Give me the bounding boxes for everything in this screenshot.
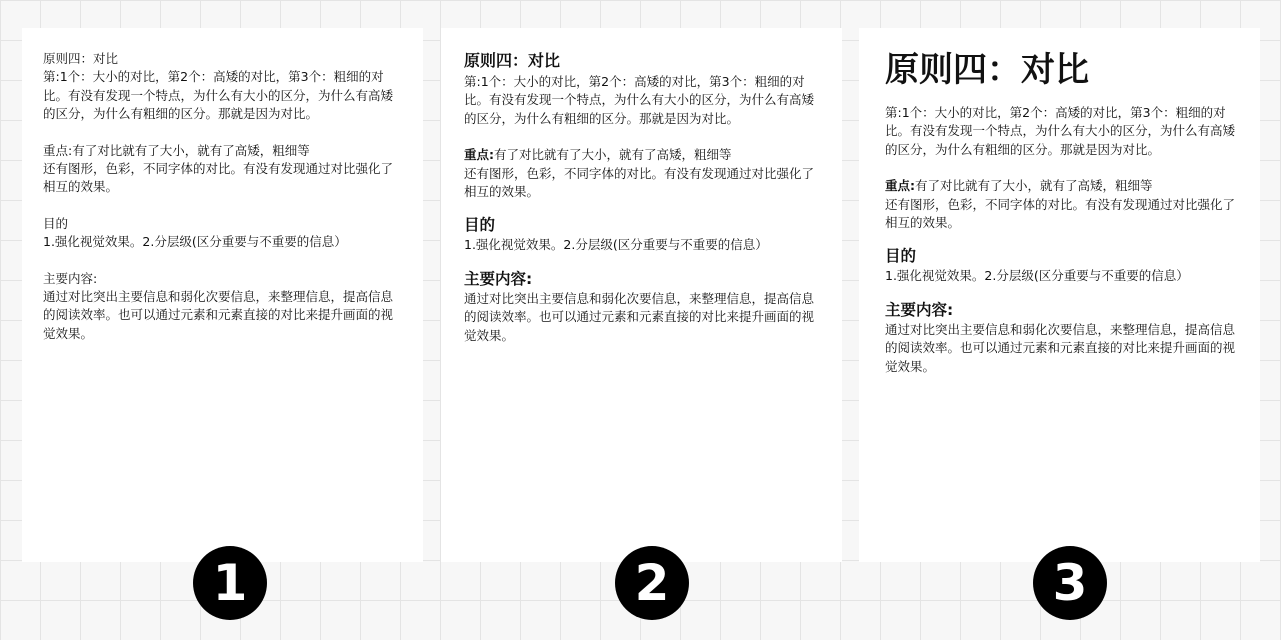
purpose-text: 1.强化视觉效果。2.分层级(区分重要与不重要的信息）	[43, 234, 347, 250]
key-label: 重点:	[464, 147, 494, 163]
number-badge-2: 2	[615, 546, 689, 620]
key-more: 还有图形，色彩，不同字体的对比。有没有发现通过对比强化了相互的效果。	[464, 165, 815, 200]
key-text: 有了对比就有了大小，就有了高矮，粗细等	[72, 142, 310, 158]
purpose-heading: 目的	[885, 247, 917, 266]
key-more: 还有图形，色彩，不同字体的对比。有没有发现通过对比强化了相互的效果。	[885, 196, 1236, 231]
spacer	[43, 124, 403, 142]
spacer	[464, 255, 822, 269]
number-badge-1: 1	[193, 546, 267, 620]
key-point	[464, 146, 822, 164]
spacer	[885, 232, 1242, 246]
key-point	[885, 177, 1242, 195]
spacer	[43, 252, 403, 270]
spacer	[464, 201, 822, 215]
purpose-heading: 目的	[43, 215, 69, 231]
content-text: 通过对比突出主要信息和弱化次要信息，来整理信息，提高信息的阅读效率。也可以通过元素和元素直接的对比来提升画面的视觉效果。	[885, 321, 1236, 374]
card-title: 原则四：对比	[43, 51, 119, 66]
key-point	[43, 142, 403, 160]
content-heading: 主要内容:	[464, 269, 533, 288]
number-badge-3: 3	[1033, 546, 1107, 620]
contrast-card-2	[441, 28, 842, 562]
content-heading: 主要内容:	[43, 270, 98, 286]
spacer	[885, 159, 1242, 177]
content-text: 通过对比突出主要信息和弱化次要信息，来整理信息，提高信息的阅读效率。也可以通过元素和元素直接的对比来提升画面的视觉效果。	[464, 290, 815, 343]
contrast-card-3	[859, 28, 1260, 562]
spacer	[464, 128, 822, 146]
purpose-heading: 目的	[464, 216, 496, 235]
card-title: 原则四：对比	[885, 50, 1089, 90]
key-label: 重点:	[885, 178, 915, 194]
key-label: 重点:	[43, 142, 73, 158]
purpose-text: 1.强化视觉效果。2.分层级(区分重要与不重要的信息）	[885, 268, 1189, 284]
card-title: 原则四：对比	[464, 51, 561, 70]
content-text: 通过对比突出主要信息和弱化次要信息，来整理信息，提高信息的阅读效率。也可以通过元素和元素直接的对比来提升画面的视觉效果。	[43, 289, 394, 341]
purpose-text: 1.强化视觉效果。2.分层级(区分重要与不重要的信息）	[464, 237, 768, 253]
key-text: 有了对比就有了大小，就有了高矮，粗细等	[915, 178, 1153, 194]
spacer	[43, 197, 403, 215]
key-more: 还有图形，色彩，不同字体的对比。有没有发现通过对比强化了相互的效果。	[43, 161, 394, 195]
contrast-card-1	[22, 28, 423, 562]
content-heading: 主要内容:	[885, 300, 954, 319]
card-intro: 第:1个：大小的对比，第2个：高矮的对比，第3个：粗细的对比。有没有发现一个特点，为什么有大小的区分，为什么有高矮的区分，为什么有粗细的区分。那就是因为对比。	[885, 105, 1236, 157]
spacer	[885, 286, 1242, 300]
card-intro: 第:1个：大小的对比，第2个：高矮的对比，第3个：粗细的对比。有没有发现一个特点，为什么有大小的区分，为什么有高矮的区分，为什么有粗细的区分。那就是因为对比。	[464, 74, 815, 126]
card-intro: 第:1个：大小的对比，第2个：高矮的对比，第3个：粗细的对比。有没有发现一个特点，为什么有大小的区分，为什么有高矮的区分，为什么有粗细的区分。那就是因为对比。	[43, 69, 394, 122]
key-text: 有了对比就有了大小，就有了高矮，粗细等	[494, 147, 732, 163]
